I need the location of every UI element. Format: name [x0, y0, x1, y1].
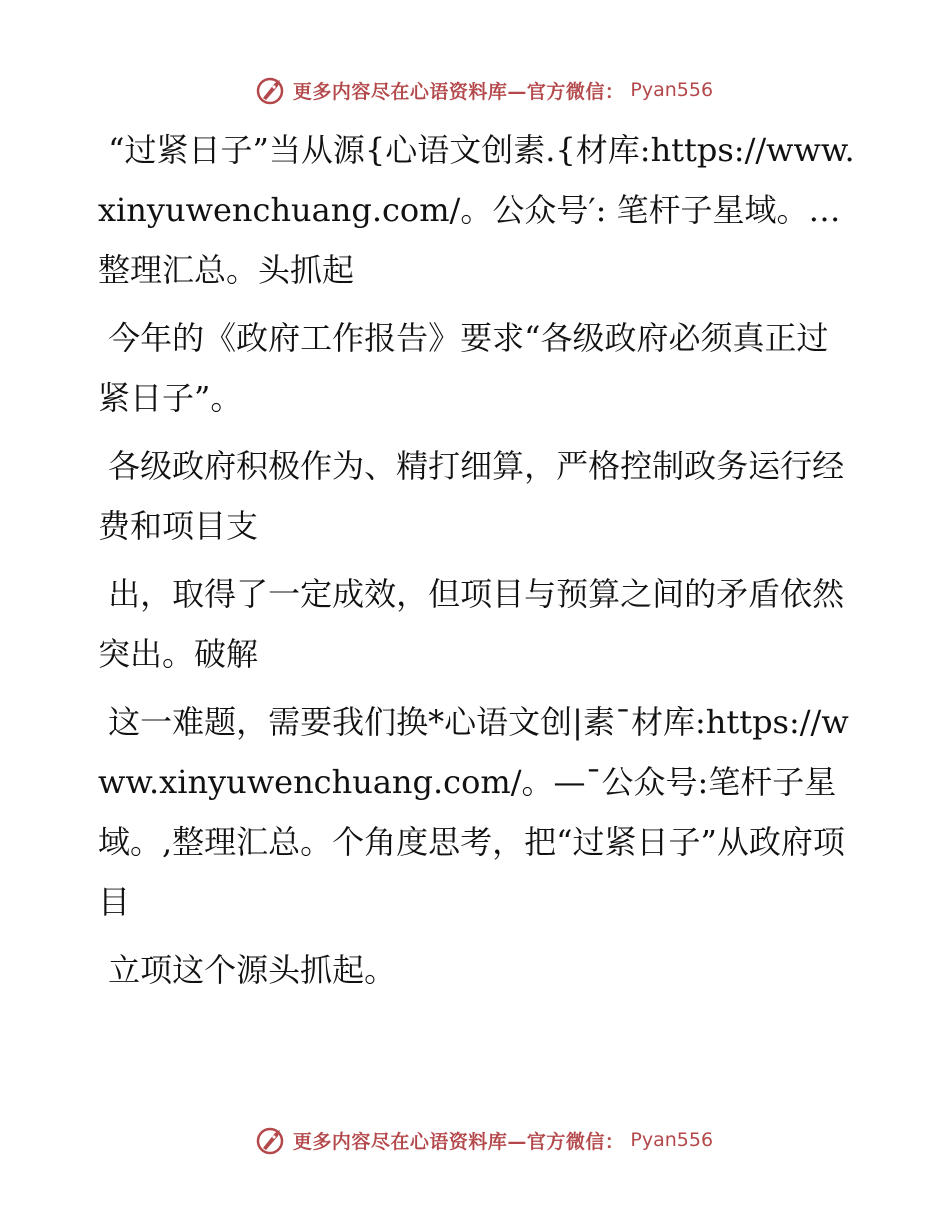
header-banner [0, 70, 950, 110]
document-body [98, 120, 858, 1008]
footer-banner-text: 更多内容尽在心语资料库—官方微信： [292, 1130, 625, 1153]
paragraph-4: 出，取得了一定成效，但项目与预算之间的矛盾依然突出。破解 [98, 575, 845, 673]
header-banner-handle: Pyan556 [630, 79, 714, 101]
paragraph-5: 这一难题，需要我们换*心语文创|素¯材库:https://www.xinyuwenchuang.com/。—¯公众号:笔杆子星域。,整理汇总。个角度思考，把“过紧日子”从政府项目 [98, 703, 849, 921]
paragraph-3: 各级政府积极作为、精打细算，严格控制政务运行经费和项目支 [98, 447, 845, 545]
footer-banner [0, 1120, 950, 1160]
footer-banner-content [255, 1124, 713, 1156]
header-banner-text: 更多内容尽在心语资料库—官方微信： [292, 80, 625, 103]
footer-banner-handle: Pyan556 [630, 1129, 714, 1151]
pen-nib-logo-icon [255, 1124, 287, 1156]
paragraph-2: 今年的《政府工作报告》要求“各级政府必须真正过紧日子”。 [98, 319, 829, 417]
pen-nib-logo-icon [255, 74, 287, 106]
paragraph-6: 立项这个源头抓起。 [98, 951, 397, 989]
paragraph-1: “过紧日子”当从源{心语文创素.{材库:https://www.xinyuwenchuang.com/。公众号′: 笔杆子星域。…整理汇总。头抓起 [98, 131, 855, 289]
header-banner-content [255, 74, 713, 106]
